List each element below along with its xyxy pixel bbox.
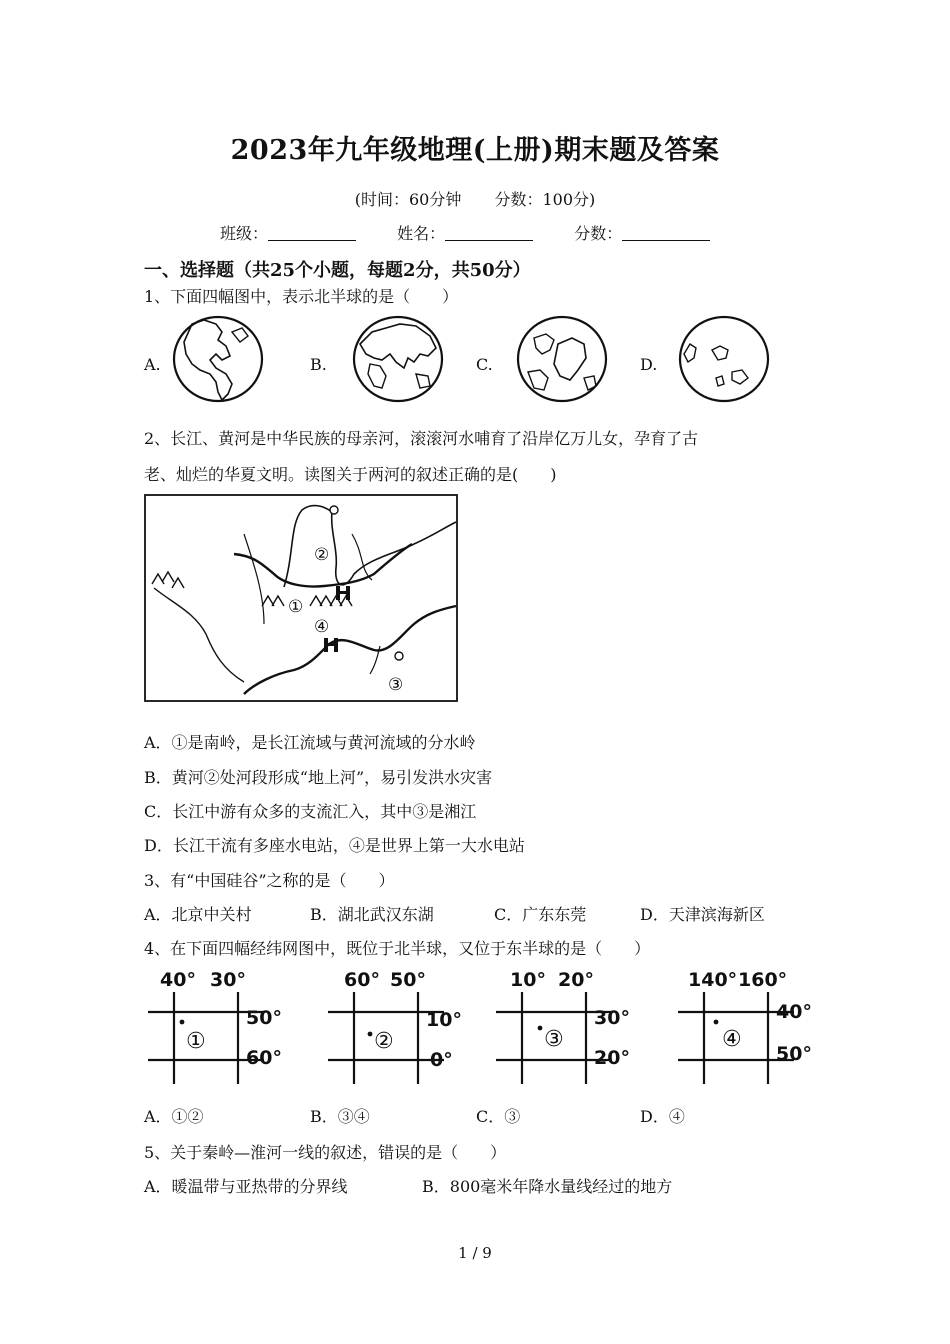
globe-a-icon — [170, 314, 266, 404]
q1-option-c: C. — [476, 355, 493, 374]
latlon-grid-1 — [142, 966, 292, 1086]
grid-point-4 — [714, 1020, 719, 1025]
grid3-center: ③ — [544, 1027, 564, 1052]
globe-d-icon — [676, 314, 772, 404]
grid2-right-top: 10° — [426, 1009, 462, 1031]
grid4-top-right: 160° — [738, 969, 788, 991]
globe-b-icon — [350, 314, 446, 404]
q2-stem-line2: 老、灿烂的华夏文明。读图关于两河的叙述正确的是( ) — [144, 465, 557, 484]
student-fields — [220, 221, 746, 244]
class-label: 班级： — [220, 224, 269, 243]
rivers-map — [144, 494, 458, 702]
city-marker-east — [395, 652, 403, 660]
grid1-center: ① — [186, 1029, 206, 1054]
q5-option-a: A．暖温带与亚热带的分界线 — [144, 1177, 348, 1196]
q4-option-c: C．③ — [476, 1107, 521, 1126]
score-field[interactable] — [574, 221, 710, 244]
name-blank[interactable] — [445, 224, 533, 241]
latlon-grid-2 — [322, 966, 472, 1086]
q2-stem-line1: 2、长江、黄河是中华民族的母亲河，滚滚河水哺育了沿岸亿万儿女，孕育了古 — [144, 429, 699, 448]
q1-option-a: A. — [144, 355, 161, 374]
grid3-top-right: 20° — [558, 969, 594, 991]
grid4-top-left: 140° — [688, 969, 738, 991]
latlon-grid-4 — [672, 966, 822, 1086]
grid1-top-left: 40° — [160, 969, 196, 991]
name-label: 姓名： — [397, 224, 446, 243]
map-label-3: ③ — [388, 675, 404, 695]
grid2-top-left: 60° — [344, 969, 380, 991]
q1-stem: 1、下面四幅图中，表示北半球的是（ ） — [144, 287, 459, 306]
q4-option-d: D．④ — [640, 1107, 685, 1126]
grid4-center: ④ — [722, 1027, 742, 1052]
time-info: (时间：60分钟 — [354, 190, 462, 209]
class-blank[interactable] — [268, 224, 356, 241]
map-label-1: ① — [288, 597, 304, 617]
q4-stem: 4、在下面四幅经纬网图中，既位于北半球，又位于东半球的是（ ） — [144, 939, 651, 958]
q3-option-b: B．湖北武汉东湖 — [310, 905, 434, 924]
exam-info — [0, 187, 950, 210]
city-marker-north — [330, 506, 338, 514]
q2-option-a: A．①是南岭，是长江流域与黄河流域的分水岭 — [144, 733, 476, 752]
grid2-right-bottom: 0° — [430, 1049, 453, 1071]
grid2-top-right: 50° — [390, 969, 426, 991]
q2-option-c: C．长江中游有众多的支流汇入，其中③是湘江 — [144, 802, 477, 821]
grid1-right-bottom: 60° — [246, 1047, 282, 1069]
grid2-center: ② — [374, 1029, 394, 1054]
grid-point-2 — [368, 1032, 373, 1037]
score-label: 分数： — [574, 224, 623, 243]
page-number: 1 / 9 — [458, 1244, 492, 1262]
grid4-right-bottom: 50° — [776, 1043, 812, 1065]
grid1-top-right: 30° — [210, 969, 246, 991]
q3-option-d: D．天津滨海新区 — [640, 905, 765, 924]
q3-option-c: C．广东东莞 — [494, 905, 587, 924]
latlon-grid-3 — [490, 966, 640, 1086]
score-info: 分数：100分) — [494, 190, 596, 209]
globe-c-icon — [514, 314, 610, 404]
grid1-right-top: 50° — [246, 1007, 282, 1029]
q4-option-a: A．①② — [144, 1107, 204, 1126]
q5-stem: 5、关于秦岭—淮河一线的叙述，错误的是（ ） — [144, 1143, 507, 1162]
q5-option-b: B．800毫米年降水量线经过的地方 — [422, 1177, 673, 1196]
grid4-right-top: 40° — [776, 1001, 812, 1023]
name-field[interactable] — [397, 221, 533, 244]
q1-option-b: B. — [310, 355, 327, 374]
section-heading: 一、选择题（共25个小题，每题2分，共50分） — [144, 260, 531, 281]
grid-point-1 — [180, 1020, 185, 1025]
grid3-top-left: 10° — [510, 969, 546, 991]
page-title: 2023年九年级地理(上册)期末题及答案 — [230, 135, 720, 166]
class-field[interactable] — [220, 221, 356, 244]
map-label-2: ② — [314, 545, 330, 565]
grid3-right-top: 30° — [594, 1007, 630, 1029]
q1-option-d: D. — [640, 355, 658, 374]
map-label-4: ④ — [314, 617, 330, 637]
q2-option-b: B．黄河②处河段形成“地上河”，易引发洪水灾害 — [144, 768, 493, 787]
score-blank[interactable] — [622, 224, 710, 241]
q3-stem: 3、有“中国硅谷”之称的是（ ） — [144, 871, 395, 890]
grid-point-3 — [538, 1026, 543, 1031]
q3-option-a: A．北京中关村 — [144, 905, 252, 924]
q2-option-d: D．长江干流有多座水电站，④是世界上第一大水电站 — [144, 836, 525, 855]
grid3-right-bottom: 20° — [594, 1047, 630, 1069]
q4-option-b: B．③④ — [310, 1107, 370, 1126]
